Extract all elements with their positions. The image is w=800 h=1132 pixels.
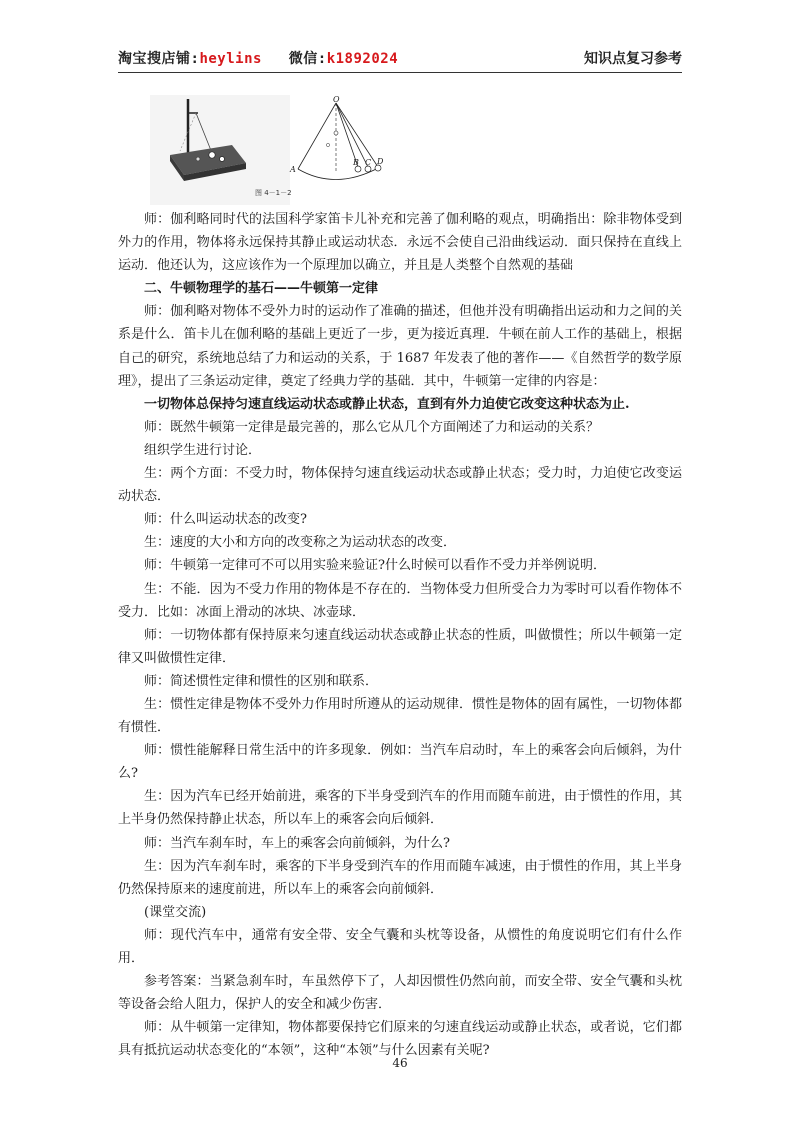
paragraph: 师：伽利略同时代的法国科学家笛卡儿补充和完善了伽利略的观点，明确指出：除非物体受到外力的作用，物体将永远保持其静止或运动状态．永远不会使自己沿曲线运动．面只保持在直线上运动．他还认为，这应该作为一个原理加以确立，并且是人类整个自然观的基础 xyxy=(118,212,682,274)
label-C: C xyxy=(365,158,372,167)
label-D: D xyxy=(377,157,384,166)
board-ball xyxy=(220,157,225,162)
label-A: A xyxy=(290,165,296,174)
line-OA xyxy=(298,103,336,169)
shop-name: heylins xyxy=(199,51,262,67)
header-shop-info xyxy=(118,48,398,68)
paragraph: 生：不能．因为不受力作用的物体是不存在的．当物体受力但所受合力为零时可以看作物体不受力．比如：冰面上滑动的冰块、冰壶球． xyxy=(118,581,682,620)
paragraph: 生：因为汽车已经开始前进，乘客的下半身受到汽车的作用而随车前进，由于惯性的作用，其上半身仍然保持静止状态，所以车上的乘客会向后倾斜． xyxy=(118,789,682,828)
experiment-figure xyxy=(150,95,390,205)
paragraph: 师：从牛顿第一定律知，物体都要保持它们原来的匀速直线运动或静止状态，或者说，它们都具有抵抗运动状态变化的“本领”，这种“本领”与什么因素有关呢? xyxy=(118,1020,682,1059)
paragraph: 师：惯性能解释日常生活中的许多现象．例如：当汽车启动时，车上的乘客会向后倾斜，为什么? xyxy=(118,743,682,782)
line-OC xyxy=(336,103,368,167)
paragraph: 生：速度的大小和方向的改变称之为运动状态的改变． xyxy=(144,535,457,551)
label-B: B xyxy=(353,158,359,167)
paragraph: 师：既然牛顿第一定律是最完善的，那么它从几个方面阐述了力和运动的关系？ xyxy=(144,419,600,435)
section-heading: 二、牛顿物理学的基石——牛顿第一定律 xyxy=(144,281,379,297)
pendulum-bob xyxy=(209,152,215,158)
label-O: O xyxy=(333,95,340,104)
shop-label: 淘宝搜店铺: xyxy=(118,51,200,67)
page-header xyxy=(118,44,682,73)
paragraph: 生：惯性定律是物体不受外力作用时所遵从的运动规律．惯性是物体的固有属性，一切物体都有惯性． xyxy=(118,696,682,736)
paragraph: 师：什么叫运动状态的改变? xyxy=(144,512,307,528)
paragraph: 师：当汽车刹车时，车上的乘客会向前倾斜，为什么? xyxy=(144,835,450,851)
board-ball-2 xyxy=(196,157,200,161)
paragraph: 生：因为汽车刹车时，乘客的下半身受到汽车的作用而随车减速，由于惯性的作用，其上半身仍然保持原来的速度前进，所以车上的乘客会向前倾斜． xyxy=(118,858,682,897)
mid-point xyxy=(334,131,338,135)
body-text xyxy=(118,208,682,1062)
figure-caption: 图 4－1－2 xyxy=(255,189,292,197)
wechat-id: k1892024 xyxy=(326,51,399,67)
mid-point-2 xyxy=(326,143,329,146)
header-title: 知识点复习参考 xyxy=(584,51,682,67)
paragraph: 组织学生进行讨论． xyxy=(144,442,262,458)
wechat-label: 微信: xyxy=(288,51,327,67)
page-number: 46 xyxy=(392,1056,408,1070)
paragraph: 师：牛顿第一定律可不可以用实验来验证?什么时候可以看作不受力并举例说明． xyxy=(144,558,606,574)
newton-first-law: 一切物体总保持匀速直线运动状态或静止状态，直到有外力迫使它改变这种状态为止. xyxy=(144,396,630,412)
paragraph: 师：简述惯性定律和惯性的区别和联系． xyxy=(144,673,379,689)
figure-drawing xyxy=(150,95,390,205)
paragraph: 生：两个方面：不受力时，物体保持匀速直线运动状态或静止状态；受力时，力迫使它改变运动状态． xyxy=(118,466,682,505)
paragraph: 师：一切物体都有保持原来匀速直线运动状态或静止状态的性质，叫做惯性；所以牛顿第一定律又叫做惯性定律． xyxy=(118,627,682,666)
paragraph: (课堂交流) xyxy=(144,904,207,920)
paragraph: 师：伽利略对物体不受外力时的运动作了准确的描述，但他并没有明确指出运动和力之间的关系是什么．笛卡儿在伽利略的基础上更近了一步，更为接近真理．牛顿在前人工作的基础上，根据自己的研究，系统地总结了力和运动的关系，于 1687 年发表了他的著作——《自然哲学的数学原理》，提出了三条运动定律，奠定了经典力学的基础．其中，牛顿第一定律的内容是： xyxy=(118,304,682,389)
paragraph: 师：现代汽车中，通常有安全带、安全气囊和头枕等设备，从惯性的角度说明它们有什么作用． xyxy=(118,927,682,966)
paragraph: 参考答案：当紧急刹车时，车虽然停下了，人却因惯性仍然向前，而安全带、安全气囊和头枕等设备会给人阻力，保护人的安全和减少伤害． xyxy=(118,974,682,1013)
